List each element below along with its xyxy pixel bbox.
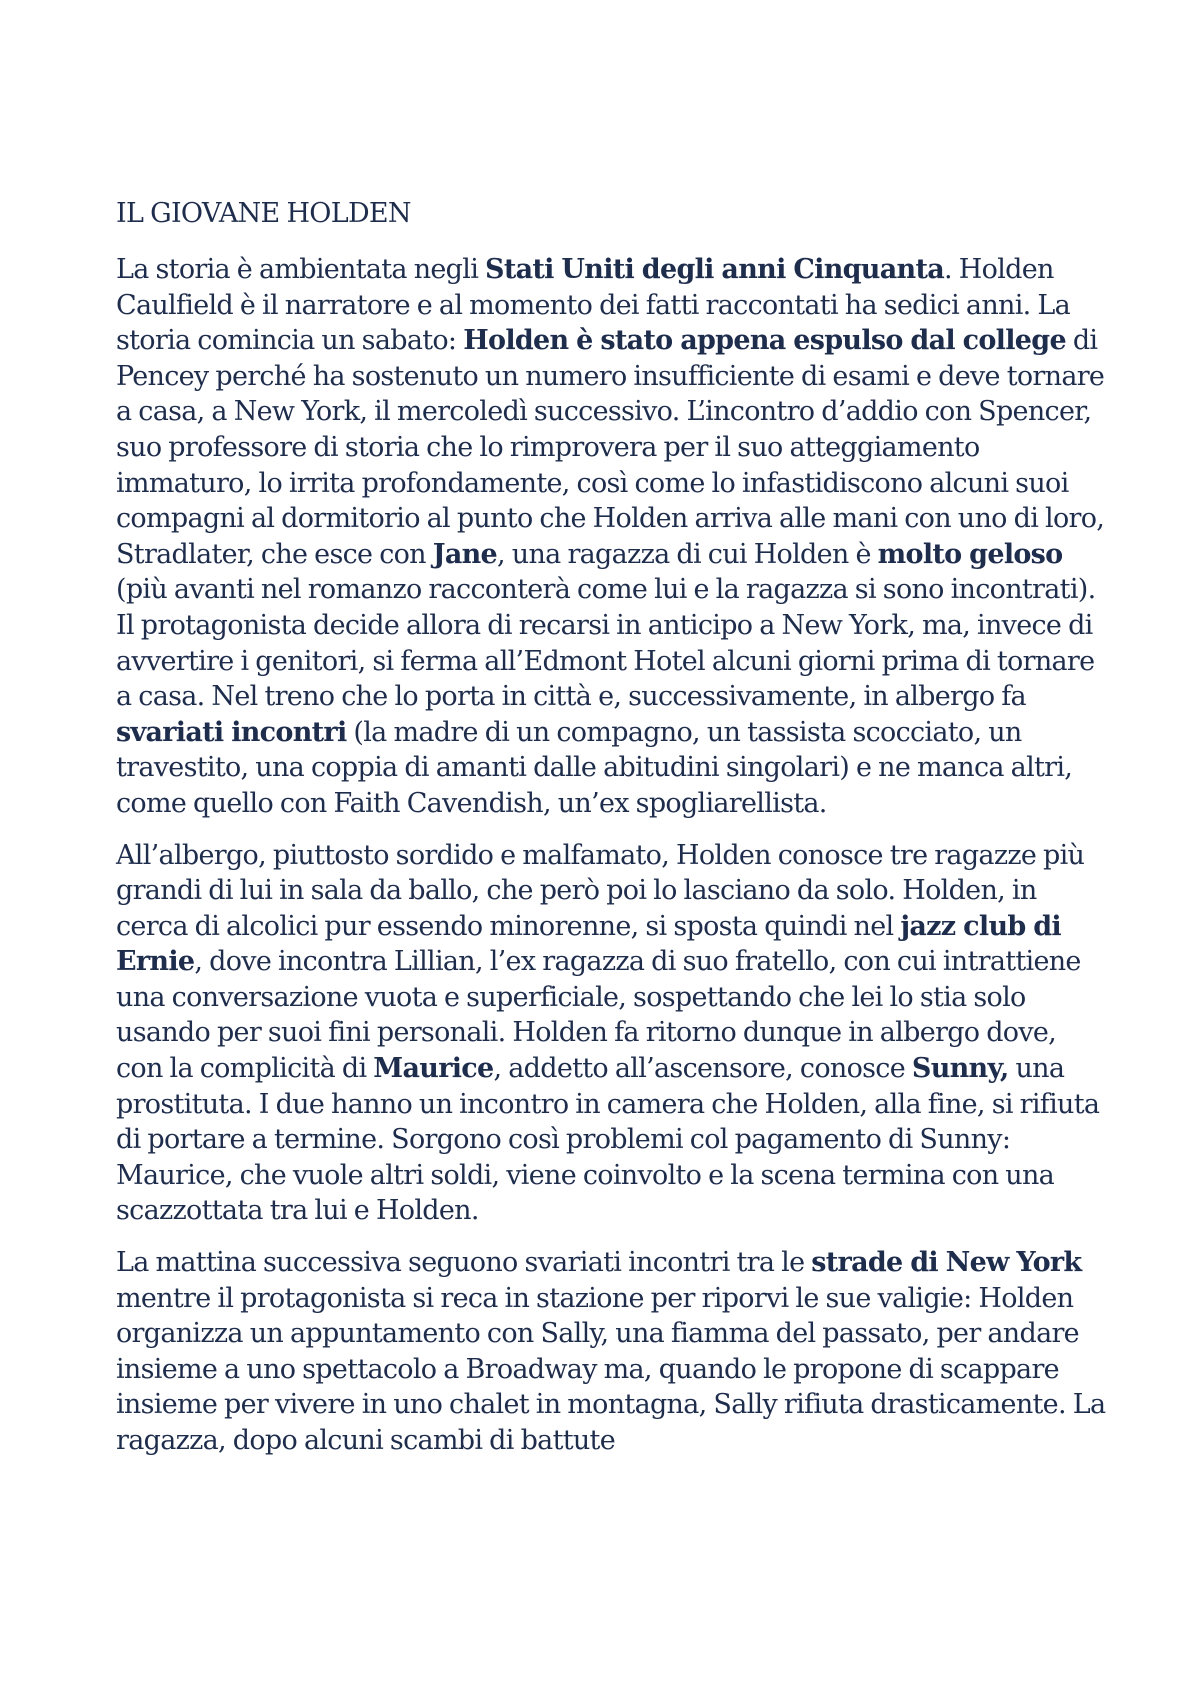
bold-text-run: Holden è stato appena espulso dal college bbox=[463, 325, 1066, 357]
bold-text-run: Jane bbox=[432, 538, 498, 570]
document-body bbox=[116, 196, 1106, 1475]
text-run: (la madre di un compagno, un tassista scocciato, un travestito, una coppia di amanti dalle abitudini singolari) e ne manca altri, come quello con Faith Cavendish, un’ex spogliarellista. bbox=[116, 716, 1073, 819]
bold-text-run: svariati incontri bbox=[116, 716, 347, 748]
text-run: mentre il protagonista si reca in stazione per riporvi le sue valigie: Holden organizza un appuntamento con Sally, una fiamma del passato, per andare insieme a uno spettacolo a Broadway ma, quando le propone di scappare insieme per vivere in uno chalet in montagna, Sally rifiuta drasticamente. La ragazza, dopo alcuni scambi di battute bbox=[116, 1282, 1106, 1456]
text-run: (più avanti nel romanzo racconterà come lui e la ragazza si sono incontrati). Il protagonista decide allora di recarsi in anticipo a New York, ma, invece di avvertire i genitori, si ferma all’Edmont Hotel alcuni giorni prima di tornare a casa. Nel treno che lo porta in città e, successivamente, in albergo fa bbox=[116, 574, 1096, 713]
document-title: IL GIOVANE HOLDEN bbox=[116, 198, 411, 229]
bold-text-run: Maurice bbox=[373, 1053, 494, 1085]
paragraph-2 bbox=[116, 838, 1106, 1230]
paragraph-1 bbox=[116, 252, 1106, 822]
text-run: una prostituta. I due hanno un incontro in camera che Holden, alla fine, si rifiuta di portare a termine. Sorgono così problemi col pagamento di Sunny: Maurice, che vuole altri soldi, viene coinvolto e la scena termina con una scazzottata tra lui e Holden. bbox=[116, 1053, 1100, 1227]
text-run: La mattina successiva seguono svariati incontri tra le bbox=[116, 1247, 812, 1279]
text-run: , dove incontra Lillian, l’ex ragazza di suo fratello, con cui intrattiene una conversazione vuota e superficiale, sospettando che lei lo stia solo usando per suoi fini personali. Holden fa ritorno dunque in albergo dove, con la complicità di bbox=[116, 946, 1081, 1085]
text-run: La storia è ambientata negli bbox=[116, 254, 486, 285]
text-run: , una ragazza di cui Holden è bbox=[497, 538, 878, 570]
text-run: di Pencey perché ha sostenuto un numero insufficiente di esami e deve tornare a casa, a New York, il mercoledì successivo. L’incontro d’addio con Spencer, suo professore di storia che lo rimprovera per il suo atteggiamento immaturo, lo irrita profondamente, così come lo infastidiscono alcuni suoi compagni al dormitorio al punto che Holden arriva alle mani con uno di loro, Stradlater, che esce con bbox=[116, 325, 1105, 570]
text-run: All’albergo, piuttosto sordido e malfamato, Holden conosce tre ragazze più grandi di lui in sala da ballo, che però poi lo lasciano da solo. Holden, in cerca di alcolici pur essendo minorenne, si sposta quindi nel bbox=[116, 839, 1085, 942]
bold-text-run: strade di New York bbox=[811, 1247, 1082, 1279]
bold-text-run: jazz club di Ernie bbox=[116, 910, 1061, 978]
bold-text-run: Sunny, bbox=[911, 1053, 1009, 1085]
text-run: . Holden Caulfield è il narratore e al momento dei fatti raccontati ha sedici anni. La storia comincia un sabato: bbox=[116, 254, 1071, 357]
paragraph-3 bbox=[116, 1245, 1106, 1459]
text-run: , addetto all’ascensore, conosce bbox=[493, 1053, 912, 1085]
bold-text-run: molto geloso bbox=[877, 538, 1063, 570]
bold-text-run: Stati Uniti degli anni Cinquanta bbox=[485, 254, 945, 285]
